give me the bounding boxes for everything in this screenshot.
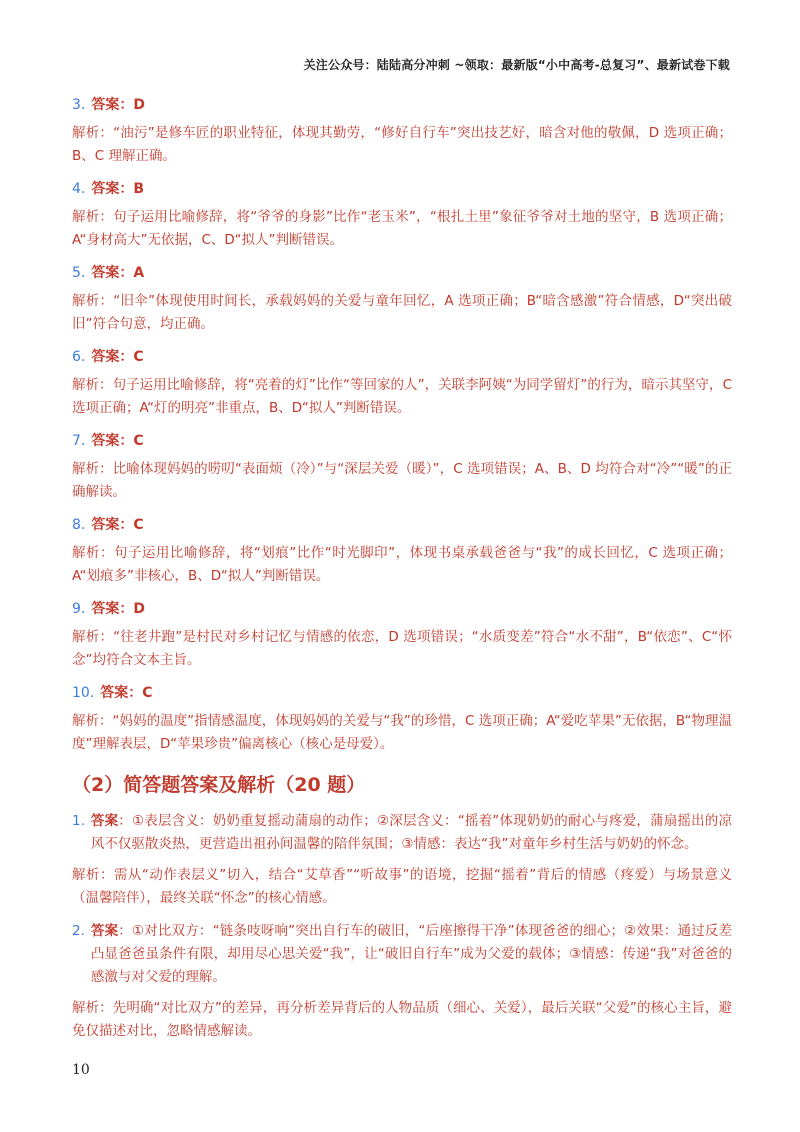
question-number: 10. — [72, 685, 95, 701]
analysis-text: 解析：“旧伞”体现使用时间长，承载妈妈的关爱与童年回忆，A 选项正确；B“暗含感激”符合情感，D“突出破旧”符合句意，均正确。 — [72, 293, 732, 332]
mc-answer-8 — [72, 514, 732, 588]
answer-label: 答案： — [91, 181, 134, 197]
answer-label: 答案： — [91, 97, 134, 113]
mc-answer-6 — [72, 346, 732, 420]
analysis-text: 解析：“妈妈的温度”指情感温度，体现妈妈的关爱与“我”的珍惜，C 选项正确；A“爱吃苹果”无依据，B“物理温度”理解表层，D“苹果珍贵”偏离核心（核心是母爱）。 — [72, 713, 732, 752]
question-number: 6. — [72, 349, 86, 365]
mc-answer-9 — [72, 598, 732, 672]
answer-label: 答案 — [90, 813, 119, 829]
answer-text: ：①表层含义：奶奶重复摇动蒲扇的动作；②深层含义：“摇着”体现奶奶的耐心与疼爱，蒲扇摇出的凉风不仅驱散炎热，更营造出祖孙间温馨的陪伴氛围；③情感：表达“我”对童年乡村生活与奶奶的怀念。 — [90, 813, 733, 852]
section-title: （2）简答题答案及解析（20 题） — [72, 774, 366, 796]
mc-answer-7 — [72, 430, 732, 504]
answer-label: 答案： — [91, 433, 134, 449]
answer-label: 答案： — [91, 349, 134, 365]
analysis-text: 解析：先明确“对比双方”的差异，再分析差异背后的人物品质（细心、关爱），最后关联“父爱”的核心主旨，避免仅描述对比，忽略情感解读。 — [72, 1000, 732, 1039]
answer-value: C — [133, 517, 144, 533]
answer-value: B — [133, 181, 145, 197]
mc-answer-3 — [72, 94, 732, 168]
answer-text: ：①对比双方：“链条吱呀响”突出自行车的破旧，“后座擦得干净”体现爸爸的细心；②效果：通过反差凸显爸爸虽条件有限，却用尽心思关爱“我”，让“破旧自行车”成为父爱的载体；③情感：传递“我”对爸爸的感激与对父爱的理解。 — [90, 923, 733, 985]
answer-label: 答案： — [91, 517, 134, 533]
question-number: 4. — [72, 181, 86, 197]
analysis-text: 解析：句子运用比喻修辞，将“划痕”比作“时光脚印”，体现书桌承载爸爸与“我”的成长回忆，C 选项正确；A“划痕多”非核心，B、D“拟人”判断错误。 — [72, 545, 732, 584]
question-number: 5. — [72, 265, 86, 281]
page-header: 关注公众号：陆陆高分冲刺 ~领取：最新版“小中高考-总复习”、最新试卷下载 — [303, 58, 730, 72]
answer-content — [72, 94, 732, 1053]
short-answer-2 — [72, 920, 732, 1043]
answer-value: C — [133, 349, 144, 365]
question-number: 8. — [72, 517, 86, 533]
question-number: 2. — [72, 923, 85, 939]
mc-answer-4 — [72, 178, 732, 252]
answer-label: 答案： — [91, 601, 134, 617]
answer-value: C — [142, 685, 153, 701]
analysis-text: 解析：“往老井跑”是村民对乡村记忆与情感的依恋，D 选项错误；“水质变差”符合“水不甜”，B“依恋”、C“怀念”均符合文本主旨。 — [72, 629, 732, 668]
answer-value: D — [133, 601, 145, 617]
answer-label: 答案： — [100, 685, 143, 701]
answer-label: 答案 — [90, 923, 119, 939]
mc-answer-10 — [72, 682, 732, 756]
question-number: 3. — [72, 97, 86, 113]
mc-answer-5 — [72, 262, 732, 336]
answer-label: 答案： — [91, 265, 134, 281]
analysis-text: 解析：句子运用比喻修辞，将“亮着的灯”比作“等回家的人”，关联李阿姨“为同学留灯”的行为，暗示其坚守，C 选项正确；A“灯的明亮”非重点，B、D“拟人”判断错误。 — [72, 377, 732, 416]
answer-value: D — [133, 97, 145, 113]
analysis-text: 解析：比喻体现妈妈的唠叨“表面烦（冷）”与“深层关爱（暖）”，C 选项错误；A、B、D 均符合对“冷”“暖”的正确解读。 — [72, 461, 732, 500]
analysis-text: 解析：句子运用比喻修辞，将“爷爷的身影”比作“老玉米”，“根扎土里”象征爷爷对土地的坚守，B 选项正确；A“身材高大”无依据，C、D“拟人”判断错误。 — [72, 209, 732, 248]
question-number: 9. — [72, 601, 86, 617]
analysis-text: 解析：“油污”是修车匠的职业特征，体现其勤劳，“修好自行车”突出技艺好，暗含对他的敬佩，D 选项正确；B、C 理解正确。 — [72, 125, 732, 164]
question-number: 7. — [72, 433, 86, 449]
answer-value: A — [133, 265, 145, 281]
answer-value: C — [133, 433, 144, 449]
analysis-text: 解析：需从“动作表层义”切入，结合“艾草香”“听故事”的语境，挖掘“摇着”背后的情感（疼爱）与场景意义（温馨陪伴），最终关联“怀念”的核心情感。 — [72, 867, 732, 906]
page-number: 10 — [72, 1062, 90, 1078]
short-answer-1 — [72, 810, 732, 910]
question-number: 1. — [72, 813, 85, 829]
